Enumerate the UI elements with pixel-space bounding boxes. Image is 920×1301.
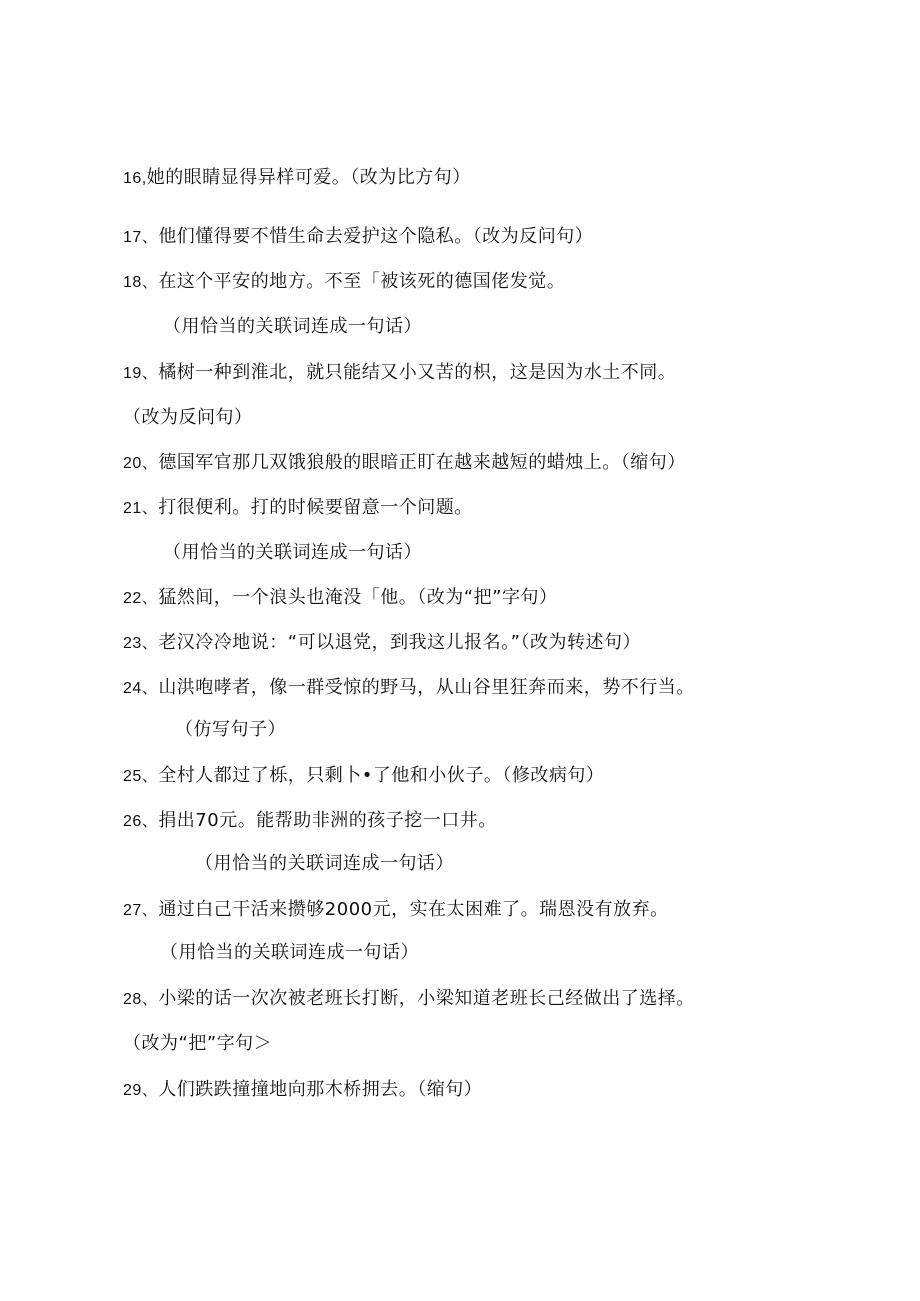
item-text: 打很便利。打的时候要留意一个问题。	[158, 497, 473, 518]
item-24	[123, 676, 695, 701]
item-text: 猛然间，一个浪头也淹没「他。（改为“把”字句）	[158, 587, 558, 608]
item-number: 17、	[123, 229, 159, 246]
item-text: 德国军官那几双饿狼般的眼暗正盯在越来越短的蜡烛上。（缩句）	[158, 452, 686, 473]
item-28	[123, 987, 695, 1012]
item-text: （用恰当的关联词连成一句话）	[163, 542, 422, 563]
item-text: （改为反问句）	[123, 407, 253, 428]
item-text: 橘树一种到淮北，就只能结又小又苦的枳，这是因为水土不同。	[158, 362, 677, 383]
item-number: 19、	[123, 365, 159, 382]
item-22	[123, 586, 557, 611]
item-number: 29、	[123, 1082, 159, 1099]
item-text: 山洪咆哮者，像一群受惊的野马，从山谷里狂奔而来，势不行当。	[158, 677, 695, 698]
item-number: 24、	[123, 680, 159, 697]
item-text: 她的眼睛显得异样可爱。（改为比方句）	[146, 167, 471, 188]
item-19	[123, 361, 676, 386]
item-29	[123, 1078, 482, 1103]
item-number: 21、	[123, 500, 159, 517]
item-26	[123, 809, 497, 834]
item-number: 23、	[123, 635, 159, 652]
item-text: 小梁的话一次次被老班长打断，小梁知道老班长己经做出了选择。	[158, 988, 695, 1009]
item-text: （用恰当的关联词连成一句话）	[195, 853, 454, 874]
item-27-instruction	[160, 941, 419, 965]
item-text: （用恰当的关联词连成一句话）	[160, 942, 419, 963]
item-text: （用恰当的关联词连成一句话）	[163, 316, 422, 337]
item-text: （改为“把”字句＞	[123, 1033, 273, 1054]
item-number: 25、	[123, 768, 159, 785]
item-18	[123, 270, 565, 295]
item-text: 捐出70元。能帮助非洲的孩子挖一口井。	[158, 810, 497, 831]
item-25	[123, 764, 604, 789]
item-number: 22、	[123, 590, 159, 607]
item-28-instruction	[123, 1032, 272, 1056]
item-number: 27、	[123, 902, 159, 919]
item-20	[123, 451, 686, 476]
item-number: 18、	[123, 274, 159, 291]
item-27	[123, 898, 669, 923]
item-text: （仿写句子）	[175, 719, 286, 740]
item-number: 20、	[123, 455, 159, 472]
item-number: 28、	[123, 991, 159, 1008]
item-text: 老汉冷冷地说：“可以退党，到我这儿报名。”（改为转述句）	[158, 632, 641, 653]
item-number: 26、	[123, 813, 159, 830]
item-23	[123, 631, 641, 656]
item-text: 在这个平安的地方。不至「被该死的德国佬发觉。	[158, 271, 566, 292]
item-text: 通过白己干活来攒够2000元，实在太困难了。瑞恩没有放弃。	[158, 899, 669, 920]
item-number: 16,	[123, 170, 147, 187]
item-24-instruction	[175, 718, 286, 742]
item-21	[123, 496, 473, 521]
item-18-instruction	[163, 315, 422, 339]
item-17	[123, 225, 593, 250]
item-text: 全村人都过了栎，只剩卜•了他和小伙子。（修改病句）	[158, 765, 605, 786]
item-text: 他们懂得要不惜生命去爱护这个隐私。（改为反问句）	[158, 226, 594, 247]
item-21-instruction	[163, 541, 422, 565]
item-16	[123, 166, 471, 191]
item-19-instruction	[123, 406, 253, 430]
item-text: 人们跌跌撞撞地向那木桥拥去。（缩句）	[158, 1079, 483, 1100]
item-26-instruction	[195, 852, 454, 876]
